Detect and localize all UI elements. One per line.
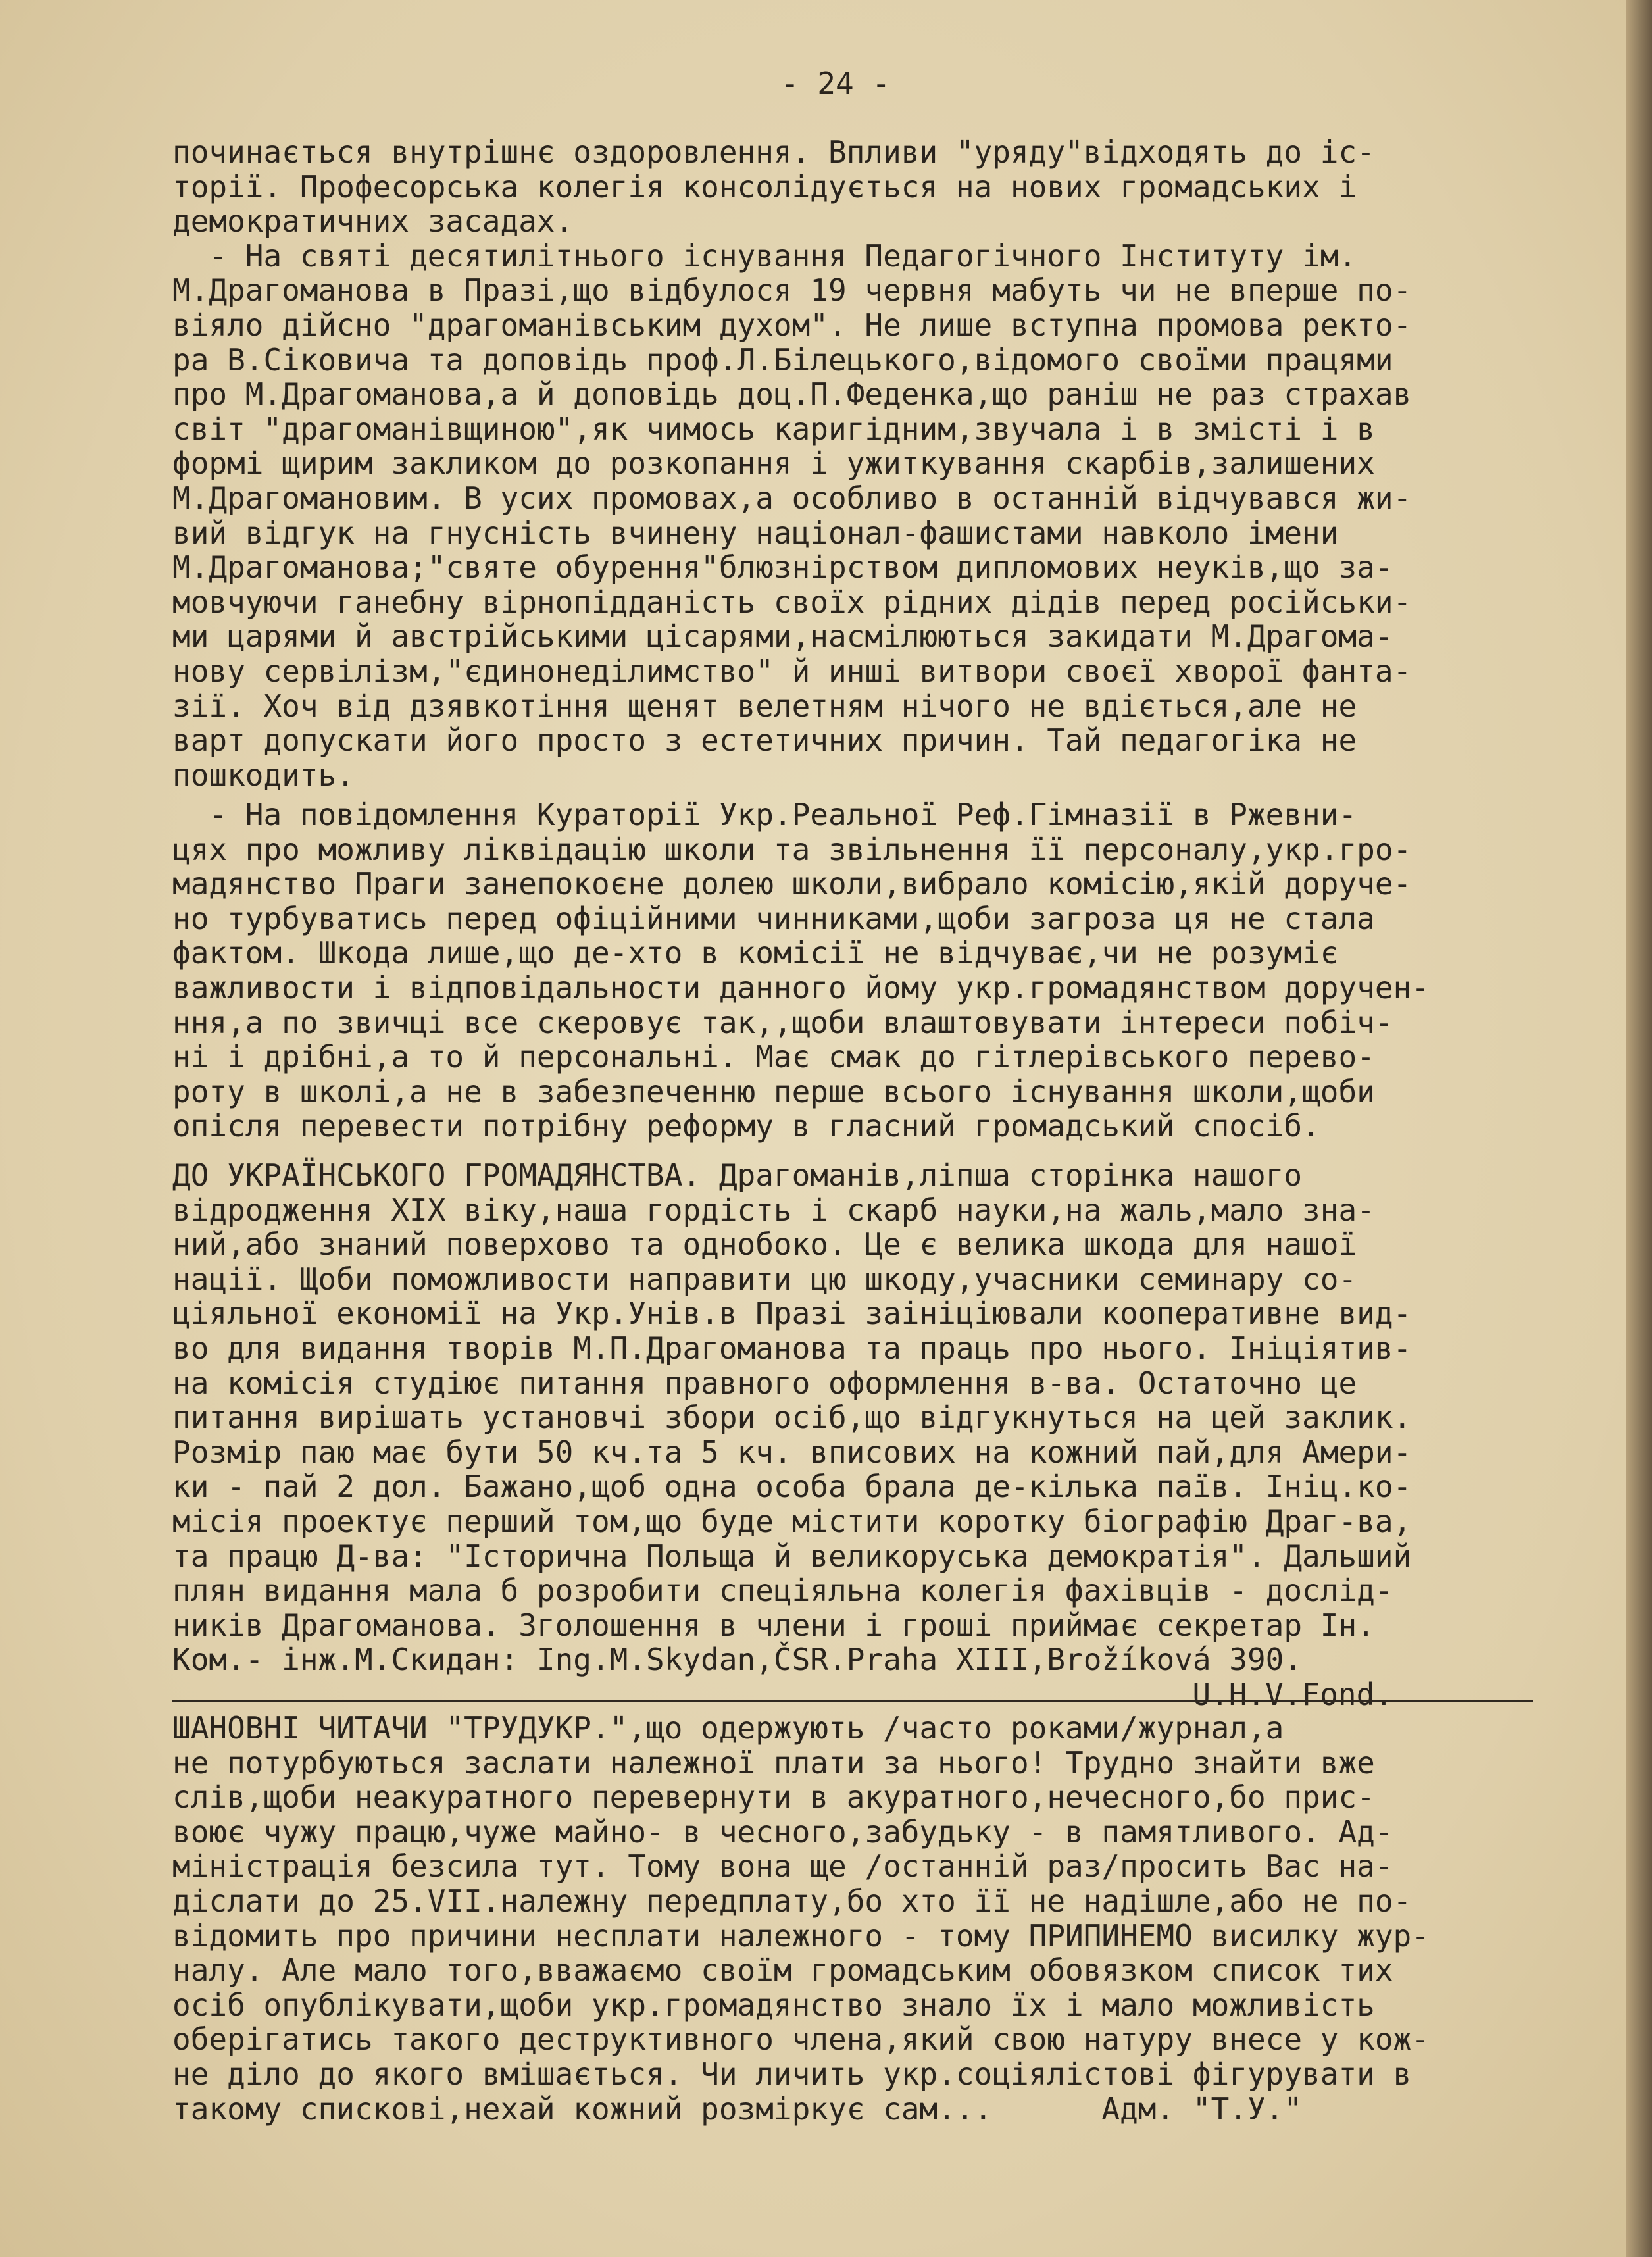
text-line: ціяльної економії на Укр.Унів.в Празі заініціювали кооперативне вид- (172, 1296, 1412, 1332)
text-line: воює чужу працю,чуже майно- в чесного,забудьку - в памятливого. Ад- (172, 1813, 1393, 1850)
text-line: ників Драгоманова. Зголошення в члени і гроші приймає секретар Ін. (172, 1607, 1375, 1643)
text-line: діслати до 25.VII.належну передплату,бо хто її не надішле,або не по- (172, 1883, 1412, 1919)
text-line: важливости і відповідальности данного йому укр.громадянством доручен- (172, 969, 1430, 1005)
text-line: формі щирим закликом до розкопання і ужиткування скарбів,залишених (172, 445, 1375, 482)
text-line: торії. Професорська колегія консолідується на нових громадських і (172, 168, 1357, 205)
text-line: варт допускати його просто з естетичних причин. Тай педагогіка не (172, 723, 1357, 759)
text-line: ДО УКРАЇНСЬКОГО ГРОМАДЯНСТВА. Драгоманів,ліпша сторінка нашого (172, 1157, 1303, 1193)
text-line: вий відгук на гнусність вчинену націонал-фашистами навколо імени (172, 515, 1339, 551)
text-line: мовчуючи ганебну вірнопідданість своїх рідних дідів перед російськи- (172, 584, 1412, 620)
text-line: не потурбуються заслати належної плати за нього! Трудно знайти вже (172, 1744, 1375, 1781)
fund-signature: U.H.V.Fond. (1192, 1676, 1393, 1712)
page-number: - 24 - (780, 66, 891, 101)
text-line: ний,або знаний поверхово та однобоко. Це є велика шкода для нашої (172, 1227, 1357, 1263)
text-line: питання вирішать установчі збори осіб,що відгукнуться на цей заклик. (172, 1400, 1412, 1436)
text-line: М.Драгомановим. В усих промовах,а особливо в останній відчувався жи- (172, 480, 1412, 516)
text-line: такому спискові,нехай кожний розміркує сам... Адм. "Т.У." (172, 2091, 1303, 2127)
text-line: осіб опублікувати,щоби укр.громадянство знало їх і мало можливість (172, 1987, 1375, 2023)
text-line: Розмір паю має бути 50 кч.та 5 кч. вписових на кожний пай,для Амери- (172, 1434, 1412, 1470)
text-line: роту в школі,а не в забезпеченню перше всього існування школи,щоби (172, 1073, 1375, 1109)
section-divider (172, 1700, 1533, 1702)
text-line: М.Драгоманова;"святе обурення"блюзнірством дипломових неуків,що за- (172, 549, 1393, 586)
text-line: на комісія студіює питання правного оформлення в-ва. Остаточно це (172, 1365, 1357, 1401)
text-line: ння,а по звичці все скеровує так,,щоби влаштовувати інтереси побіч- (172, 1004, 1393, 1040)
text-line: ми царями й австрійськими цісарями,насмілюються закидати М.Драгома- (172, 619, 1393, 655)
text-line: починається внутрішнє оздоровлення. Впливи "уряду"відходять до іс- (172, 134, 1375, 170)
text-line: Ком.- інж.М.Скидан: Ing.M.Skydan,ČSR.Praha XIII,Brožíková 390. (172, 1642, 1303, 1678)
paragraph-gymnasium-commission (172, 798, 1554, 1144)
text-line: налу. Але мало того,вважаємо своїм громадським обовязком список тих (172, 1952, 1393, 1989)
text-line: цях про можливу ліквідацію школи та звільнення її персоналу,укр.гро- (172, 831, 1412, 867)
text-line: відродження XIX віку,наша гордість і скарб науки,на жаль,мало зна- (172, 1192, 1375, 1228)
text-line: мадянство Праги занепокоєне долею школи,вибрало комісію,якій доруче- (172, 866, 1412, 902)
text-line: віяло дійсно "драгоманівським духом". Не лише вступна промова ректо- (172, 307, 1412, 343)
text-line: ШАНОВНІ ЧИТАЧИ "ТРУДУКР.",що одержують /часто роками/журнал,а (172, 1710, 1284, 1746)
text-line: ра В.Сіковича та доповідь проф.Л.Білецького,відомого своїми працями (172, 342, 1393, 378)
text-line: плян видання мала б розробити спеціяльна колегія фахівців - дослід- (172, 1573, 1393, 1609)
text-line: фактом. Шкода лише,що де-хто в комісії не відчуває,чи не розуміє (172, 935, 1339, 971)
text-line: во для видання творів М.П.Драгоманова та праць про нього. Ініціятив- (172, 1330, 1412, 1366)
page-edge-shadow (1626, 0, 1652, 2257)
text-line: М.Драгоманова в Празі,що відбулося 19 червня мабуть чи не вперше по- (172, 272, 1412, 309)
text-line: нації. Щоби поможливости направити цю шкоду,учасники семинару со- (172, 1261, 1357, 1297)
text-line: відомить про причини несплати належного - тому ПРИПИНЕМО висилку жур- (172, 1917, 1430, 1954)
text-line: місія проектує перший том,що буде містити коротку біографію Драг-ва, (172, 1503, 1412, 1539)
text-line: демократичних засадах. (172, 203, 574, 240)
text-line: нову сервілізм,"єдинонеділимство" й инші витвори своєї хворої фанта- (172, 653, 1412, 689)
text-line: - На повідомлення Кураторії Укр.Реальної Реф.Гімназії в Ржевни- (172, 797, 1357, 832)
text-line: но турбуватись перед офіційними чинниками,щоби загроза ця не стала (172, 900, 1375, 936)
paragraph-readers-notice (172, 1711, 1554, 2126)
text-line: слів,щоби неакуратного перевернути в акуратного,нечесного,бо прис- (172, 1779, 1375, 1815)
text-line: міністрація безсила тут. Тому вона ще /останній раз/просить Вас на- (172, 1848, 1393, 1885)
text-line: ки - пай 2 дол. Бажано,щоб одна особа брала де-кілька паїв. Ініц.ко- (172, 1469, 1412, 1505)
text-line: оберігатись такого деструктивного члена,який свою натуру внесе у кож- (172, 2021, 1430, 2058)
text-line: зії. Хоч від дзявкотіння щенят велетням нічого не вдіється,але не (172, 688, 1357, 724)
text-line: - На святі десятилітнього існування Педагогічного Інституту ім. (172, 238, 1357, 274)
text-line: пошкодить. (172, 757, 355, 793)
text-line: про М.Драгоманова,а й доповідь доц.П.Феденка,що раніш не раз страхав (172, 376, 1412, 413)
text-line: не діло до якого вмішається. Чи личить укр.соціялістові фігурувати в (172, 2056, 1412, 2092)
paragraph-institute-reform (172, 135, 1554, 792)
text-line: та працю Д-ва: "Історична Польща й великоруська демократія". Дальший (172, 1538, 1412, 1574)
paragraph-appeal-community (172, 1158, 1554, 1712)
text-line: світ "драгоманівщиною",як чимось каригідним,звучала і в змісті і в (172, 411, 1375, 447)
text-line: опісля перевести потрібну реформу в гласний громадський спосіб. (172, 1108, 1320, 1144)
text-line: ні і дрібні,а то й персональні. Має смак до гітлерівського перево- (172, 1039, 1375, 1075)
